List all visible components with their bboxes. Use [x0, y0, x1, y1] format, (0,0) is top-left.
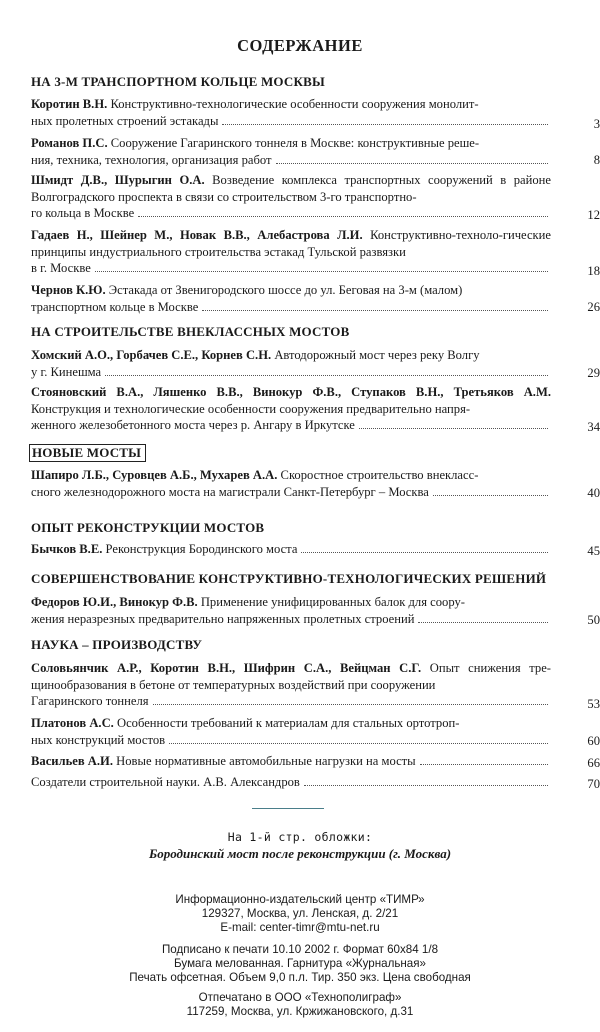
- entry-page-number: 3: [593, 117, 600, 131]
- entry-title-end: у г. Кинешма: [31, 364, 102, 379]
- imprint-printer-address: 117259, Москва, ул. Кржижановского, д.31: [186, 1005, 414, 1018]
- section-heading-design-solutions: СОВЕРШЕНСТВОВАНИЕ КОНСТРУКТИВНО-ТЕХНОЛОГИЧЕСКИХ РЕШЕНИЙ: [31, 571, 547, 586]
- entry-page-number: 45: [587, 544, 600, 558]
- entry-authors: Чернов К.Ю.: [31, 283, 106, 297]
- toc-entry[interactable]: [31, 541, 551, 558]
- dot-leader: [420, 763, 548, 765]
- entry-title: Сооружение Гагаринского тоннеля в Москве: конструктивные реше-: [110, 136, 480, 150]
- entry-page-number: 50: [587, 613, 600, 627]
- entry-authors: Романов П.С.: [31, 136, 108, 150]
- entry-page-number: 26: [587, 300, 600, 314]
- entry-title: Возведение комплекса транспортных сооружений в районе Волгоградского проспекта в связи со строительством 3-го транспортно-: [31, 173, 551, 204]
- entry-authors: Гадаев Н., Шейнер М., Новак В.В., Алебастрова Л.И.: [31, 228, 363, 242]
- cover-caption: Бородинский мост после реконструкции (г. Москва): [148, 846, 452, 861]
- toc-entry[interactable]: [31, 774, 551, 791]
- entry-title: Конструктивно-технологические особенности сооружения монолит-: [110, 97, 479, 111]
- entry-page-number: 29: [587, 366, 600, 380]
- toc-entry[interactable]: [31, 594, 551, 627]
- section-heading-transport-ring: НА 3-М ТРАНСПОРТНОМ КОЛЬЦЕ МОСКВЫ: [31, 74, 325, 89]
- dot-leader: [202, 309, 548, 311]
- dot-leader: [276, 162, 549, 164]
- imprint-paper: Бумага мелованная. Гарнитура «Журнальная»: [174, 957, 426, 970]
- entry-authors: Шапиро Л.Б., Суровцев А.Б., Мухарев А.А.: [31, 468, 278, 482]
- imprint-publisher: Информационно-издательский центр «ТИМР»: [175, 893, 425, 906]
- entry-title-end: жения неразрезных предварительно напряженных пролетных строений: [31, 611, 415, 626]
- entry-title: Применение унифицированных балок для соору-: [200, 595, 465, 609]
- dot-leader: [95, 270, 548, 272]
- entry-authors: Шмидт Д.В., Шурыгин О.А.: [31, 173, 205, 187]
- entry-title-end: женного железобетонного моста через р. Ангару в Иркутске: [31, 418, 355, 433]
- entry-title: Эстакада от Звенигородского шоссе до ул. Беговая на 3-м (малом): [108, 283, 463, 297]
- entry-authors: Платонов А.С.: [31, 716, 114, 730]
- entry-title: Реконструкция Бородинского моста: [105, 542, 298, 556]
- entry-title: Особенности требований к материалам для стальных ортотроп-: [116, 716, 460, 730]
- entry-title: Конструкция и технологические особенности сооружения предварительно напря-: [31, 401, 471, 416]
- toc-entry[interactable]: [31, 660, 551, 710]
- section-heading-outstanding-bridges: НА СТРОИТЕЛЬСТВЕ ВНЕКЛАССНЫХ МОСТОВ: [31, 324, 350, 339]
- dot-leader: [138, 215, 548, 217]
- toc-entry[interactable]: [31, 715, 551, 748]
- entry-page-number: 66: [587, 756, 600, 770]
- entry-title: Опыт снижения тре-щинообразования в бетоне от температурных воздействий при сооружении: [31, 661, 551, 692]
- toc-entry[interactable]: [31, 282, 551, 315]
- dot-leader: [418, 621, 548, 623]
- dot-leader: [222, 123, 548, 125]
- imprint-signed: Подписано к печати 10.10 2002 г. Формат 60x84 1/8: [161, 943, 439, 956]
- section-heading-new-bridges: НОВЫЕ МОСТЫ: [29, 444, 146, 462]
- toc-entry[interactable]: [31, 753, 551, 770]
- entry-title-end: ных пролетных строений эстакады: [31, 113, 219, 128]
- toc-entry[interactable]: [31, 172, 551, 222]
- dot-leader: [153, 703, 548, 705]
- dot-leader: [359, 427, 548, 429]
- entry-title: Конструктивно-техноло-гические принципы индустриального строительства эстакад Тульской развязки: [31, 228, 551, 259]
- entry-authors: Федоров Ю.И., Винокур Ф.В.: [31, 595, 198, 609]
- dot-leader: [301, 551, 548, 553]
- entry-page-number: 40: [587, 486, 600, 500]
- cover-label: На 1-й стр. обложки:: [227, 830, 373, 844]
- imprint-printed-by: Отпечатано в ООО «Технополиграф»: [198, 991, 402, 1004]
- separator-rule: [252, 808, 324, 809]
- dot-leader: [433, 494, 548, 496]
- entry-authors: Васильев А.И.: [31, 754, 113, 768]
- entry-page-number: 8: [593, 153, 600, 167]
- dot-leader: [169, 742, 548, 744]
- entry-title-end: Гагаринского тоннеля: [31, 694, 149, 709]
- entry-page-number: 60: [587, 734, 600, 748]
- section-heading-reconstruction: ОПЫТ РЕКОНСТРУКЦИИ МОСТОВ: [31, 520, 265, 535]
- entry-authors: Соловьянчик А.Р., Коротин В.Н., Шифрин С.А., Вейцман С.Г.: [31, 661, 422, 675]
- entry-title-end: в г. Москве: [31, 261, 91, 276]
- entry-title-end: го кольца в Москве: [31, 206, 135, 221]
- entry-authors: Стояновский В.А., Ляшенко В.В., Винокур Ф.В., Ступаков В.Н., Третьяков А.М.: [31, 385, 551, 399]
- entry-title: Новые нормативные автомобильные нагрузки на мосты: [116, 754, 416, 768]
- toc-entry[interactable]: [31, 384, 551, 434]
- section-heading-science: НАУКА – ПРОИЗВОДСТВУ: [31, 637, 203, 652]
- toc-entry[interactable]: [31, 227, 551, 277]
- imprint-email[interactable]: E-mail: center-timr@mtu-net.ru: [220, 921, 380, 934]
- page-title: СОДЕРЖАНИЕ: [237, 36, 363, 55]
- entry-title-end: ния, техника, технология, организация работ: [31, 152, 272, 167]
- entry-page-number: 53: [587, 697, 600, 711]
- entry-page-number: 18: [587, 264, 600, 278]
- imprint-print: Печать офсетная. Объем 9,0 п.л. Тир. 350 экз. Цена свободная: [129, 971, 471, 984]
- entry-page-number: 70: [587, 777, 600, 791]
- entry-authors: Хомский А.О., Горбачев С.Е., Корнев С.Н.: [31, 348, 272, 362]
- entry-title-end: сного железнодорожного моста на магистрали Санкт-Петербург – Москва: [31, 484, 429, 499]
- entry-authors: Бычков В.Е.: [31, 542, 103, 556]
- entry-page-number: 12: [587, 208, 600, 222]
- toc-entry[interactable]: [31, 467, 551, 500]
- dot-leader: [304, 784, 548, 786]
- entry-title: Скоростное строительство внекласс-: [280, 468, 479, 482]
- imprint-address: 129327, Москва, ул. Ленская, д. 2/21: [201, 907, 399, 920]
- entry-title: Автодорожный мост через реку Волгу: [274, 348, 480, 362]
- entry-title: Создатели строительной науки. А.В. Александров: [31, 775, 300, 789]
- toc-entry[interactable]: [31, 347, 551, 380]
- toc-entry[interactable]: [31, 96, 551, 129]
- entry-title-end: транспортном кольце в Москве: [31, 299, 199, 314]
- toc-entry[interactable]: [31, 135, 551, 168]
- entry-authors: Коротин В.Н.: [31, 97, 108, 111]
- entry-title-end: ных конструкций мостов: [31, 732, 166, 747]
- dot-leader: [105, 374, 548, 376]
- entry-page-number: 34: [587, 420, 600, 434]
